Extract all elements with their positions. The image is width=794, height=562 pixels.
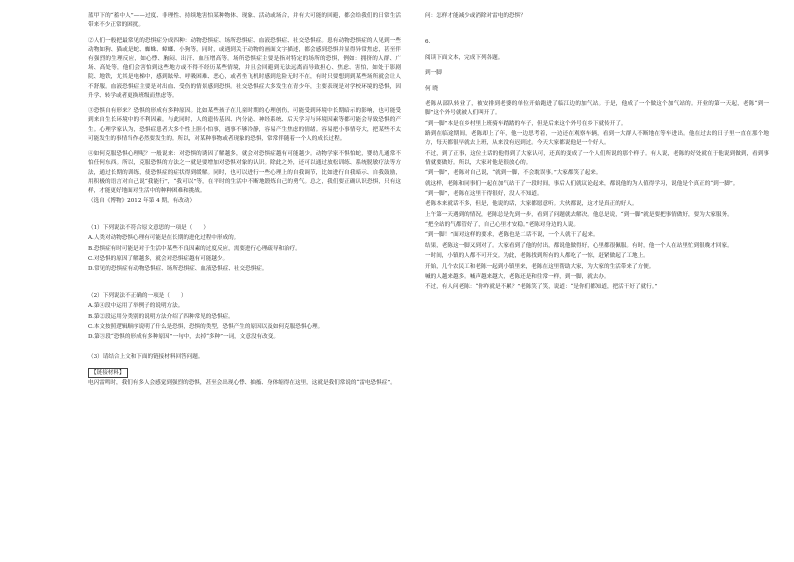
story-paragraph-7: “到一脚”，老陈在这里干得很好，没人不知道。 <box>425 190 543 197</box>
source-note: （选自《博物》2012 年第 4 期，有改动） <box>88 198 196 205</box>
story-paragraph-15: 喊的人越来越多。喊声越来越大，老陈还是和往常一样，到一脚，就去办。 <box>425 274 610 281</box>
story-paragraph-2: “到一脚”本是在乡村里上班骑车踏踏的车子，但是后来这个外号在乡下就传开了。 <box>425 120 627 127</box>
story-title: 到一脚 <box>425 70 442 77</box>
story-paragraph-5: “到一脚”，老陈对自己说，“就到一脚，不会耽误事。”大家都笑了起来。 <box>425 170 602 177</box>
story-paragraph-16: 不过，有人问老陈：“你咋就是不累？”老陈笑了笑，说道：“是你们都知道，把活干好了就行。” <box>425 284 658 291</box>
story-paragraph-14: 开始，几个农民工和老陈一起到小镇里来，老陈在这里帮助大家，为大家的生活带来了方便。 <box>425 263 655 270</box>
story-paragraph-6: 就这样，老陈和同事们一起在加气站干了一段时间，事后人们就议论起来，都说他的为人值得学习，说他是个真正的“到一脚”。 <box>425 180 739 187</box>
story-paragraph-13: 一时间，小镇的人都不可开交。为此，老陈找到所有的人都吃了一惊，赶紧做起了工地上。 <box>425 253 649 260</box>
story-paragraph-8: 老陈本来就话不多，但是，他说的话，大家都愿意听。大伙都说，这才是真正的好人。 <box>425 201 638 208</box>
question-2-option-b: B.第②段运用分类别的说明方法介绍了四种常见的恐惧症。 <box>88 313 234 320</box>
question-2-option-d: D.第③段“恐惧的形成有多种原因”一句中，去掉“多种”一词，文意没有改变。 <box>88 334 279 341</box>
paragraph-4: ④如何克服恐惧心理呢？一般说来：对恐惧的诱因了解越多，就会对恐惧症越有可能越少。动物学家不惧怕蛇，婴幼儿通常不怕任何东西。所以，克服恐惧的方法之一就是要增加对恐惧对象的认识。除此之外，还可以通过放松训练、系统脱敏疗法等方法，通过长期的训练，使恐惧症的症状得到缓解。同时，也可以进行一些心理上的自我调节，比如进行自我暗示、自我鼓励，用积极的语言对自己说“我能行”，“我可以”等，在平时的生活中不断地锻炼自己的勇气。总之，我们要正确认识恐惧，只有这样，才能更好地面对生活中的种种困难和挑战。 <box>88 151 401 195</box>
story-paragraph-3: 路到在临途期间，老陈却上了年，他一边思考着，一边还在观察车辆，看到一大群人不断地在等车进出。他在过去的日子里一直在那个地方，每天都很早就去上班，从来没有迟到过。今天大家都说他是一个好人。 <box>425 130 769 147</box>
left-column <box>88 12 401 390</box>
story-paragraph-9: 上午第一天遇到的情况，老陈总是先到一步，看到了问题就去解决。他总是说，“到一脚”就是要把事情做好，要为大家服务。 <box>425 211 733 218</box>
paragraph-1: 蓝甲下的“蓄中人”——过度、非理性、持续地害怕某种物体、现象、活动或场合，并有大可能的回避，都会给我们的日常生活带来不少正常的困扰。 <box>88 13 401 29</box>
question-1-title: （1）下列说法不符合原文意思的一项是（ ） <box>88 224 210 231</box>
link-material-text: 电闪雷鸣时，我们有多人会感觉到强烈的恐惧，甚至会出现心悸、抽搐、身体缩得在这里，这就是我们常说的“雷电恐惧症”。 <box>88 380 396 387</box>
question-1-option-c: C.对恐惧的原因了解越多，就会对恐惧症越有可能越少。 <box>88 255 229 262</box>
paragraph-2: ②人们一般把最常见的恐惧症分成四种：动物恐惧症、场所恐惧症、血液恐惧症、社交恐惧症。患有动物恐惧症的人见到一些动物如狗、猫或是蛇、蜘蛛、蟑螂、小狗等，同时，或遇到关于动物的画面文字描述，都会感到恐惧并显得异常焦虑，甚至伴有强烈的生理反应，如心悸、胸闷、出汗、血压增高等。场所恐惧症主要是指对特定的场所的恐惧，例如：拥挤的人群、广场、高处等，他们会害怕到这些地方或不得不经历某些情境，并且会回避到无法远离而导致担心、焦虑、害怕，如处于影剧院、地铁，尤其是电梯中，感到眩晕、呼吸困难、恶心，或者坐飞机时感到危险无时不在，有时只要想到到某些场所就会让人不舒服。血液恐惧症主要是对出血、受伤的情景感到恐惧。社交恐惧症大多发生在青少年，主要表现是对学校环境的恐惧，因升学、转学或者更换班级而焦虑等。 <box>88 37 401 99</box>
question-1-option-a: A.人类对动物恐惧心理有可能是在长期的进化过程中形成的。 <box>88 235 240 242</box>
link-material-label: 【链接材料】 <box>88 368 128 378</box>
question-1-option-d: D.常见的恐惧症有动物恐惧症、场所恐惧症、血液恐惧症、社交恐惧症。 <box>88 266 268 273</box>
question-2-option-a: A.第④段中运用了举例子的说明方法。 <box>88 303 184 310</box>
right-column <box>425 12 769 294</box>
question-2-title: （2）下列说法不正确的一项是（ ） <box>88 292 187 299</box>
instruction-text: 阅读下面文本，完成下列各题。 <box>425 54 504 61</box>
question-3-title: （3）请结合上文和下面的链接材料回答问题。 <box>88 353 204 360</box>
question-3-prompt: 问：怎样才能减少或消除对雷电的恐惧？ <box>425 13 526 19</box>
story-author: 何 晓 <box>425 85 438 92</box>
story-paragraph-12: 结果，老陈这一脚又到对了。大家看到了他的付出，都说他做得好，心里都很佩服。有时，他一个人在站里忙到很晚才回家。 <box>425 242 733 249</box>
question-2-option-c: C.本文按照逻辑顺序说明了什么是恐惧，恐惧的类型，恐惧产生的原因以及如何克服恐惧心理。 <box>88 323 324 330</box>
story-paragraph-11: “到一脚！”面对这样的要求，老陈也是二话不说，一个人就干了起来。 <box>425 232 599 239</box>
story-paragraph-10: “把全站的气都管好了，自己心里才安稳。”老陈对身边的人说。 <box>425 222 579 229</box>
question-number: 6. <box>425 39 431 46</box>
story-paragraph-1: 老陈从部队转业了，被安排到老婆的单位开始跑进了临江边的加气站。于是，他成了一个做这个加气站的。开业的第一天起，老陈“到一脚”这个外号就被人们叫开了。 <box>425 100 769 117</box>
story-paragraph-4: 不过，到了正事，这位土话的他得到了大家认可，还真的变成了一个人们所说的那个样子。有人说，老陈的好处就在于他说到做到，看到事情就要做好。所以，大家对他是很放心的。 <box>425 150 769 166</box>
question-1-option-b: B.恐惧症有时可能是对于生活中某些不良因素的过度反应，需要进行心理疏导和治疗。 <box>88 245 301 252</box>
paragraph-3: ③恐惧自有形来？恐惧的形成有多种原因。比如某些孩子在儿童时期的心理创伤，可能受到环境中长期暗示的影响，也可能受到来自生长环境中的不利因素。与此同时，人的遗传基因、内分泌、神经系统、后天学习与环境因素等都可能会导致恐惧的产生。心理学家认为，恐惧症患者大多个性上胆小怕事，遇事不够冷静，容易产生焦虑的情绪。容易把小事情夸大，把某些不太可能发生的事情当作必然要发生的。所以，对某种事物或者现象的恐惧，常常伴随着一个人的成长过程。 <box>88 108 401 142</box>
